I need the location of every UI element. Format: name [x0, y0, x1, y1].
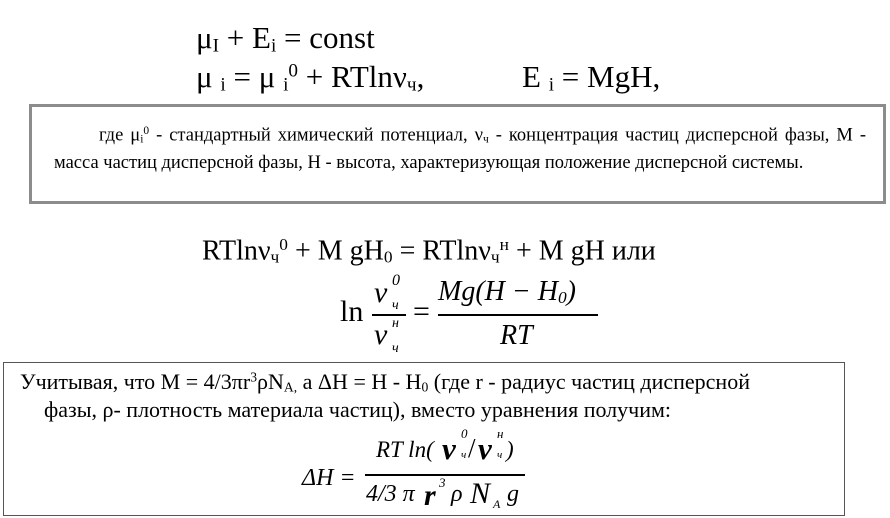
paren-close: ): [506, 437, 514, 462]
nu-den-sup: н: [392, 316, 399, 331]
dh-numerator: RT ln(: [376, 437, 434, 462]
radius-r-sup: 3: [439, 475, 446, 490]
equation-potential-const: μI + Ei = const: [196, 20, 375, 57]
gravity-g: g: [507, 481, 519, 507]
avogadro-sub: A: [493, 497, 501, 511]
nu-denominator: ν: [374, 318, 388, 351]
rho: ρ: [451, 481, 463, 507]
equation-energy: E i = MgH,: [522, 59, 661, 96]
nu-1: ν: [442, 431, 456, 466]
equation-equilibrium: RTlnνч$^0$ + M gH0 = RTlnνч$^н$ + M gH или: [202, 235, 656, 267]
delta-h-label: ΔH =: [302, 465, 356, 491]
nu-numerator: ν: [374, 276, 388, 309]
substitution-box: [3, 362, 845, 516]
rhs-numerator: Mg(H − H0): [438, 276, 576, 308]
nu-2: ν: [478, 431, 492, 466]
equals-sign: =: [413, 295, 430, 328]
equation-chemical-potential: μ i = μ $i^0 + RTln\nu ч$,: [196, 59, 425, 96]
ln-label: ln: [340, 295, 364, 328]
substitution-text-line2: фазы, ρ- плотность материала частиц), вместо уравнения получим:: [44, 397, 672, 422]
nu-2-sup: н: [497, 426, 504, 441]
nu-1-sup: 0: [461, 426, 468, 441]
fraction-bar-left: [372, 314, 406, 316]
nu-num-sub: ч: [392, 298, 399, 313]
slash: /: [468, 433, 476, 463]
substitution-text-line1: Учитывая, что $М = 4/3\pi r^3\rho NA$, а ΔН = Н - Н0 (где r - радиус частиц дисперсной: [20, 369, 750, 395]
nu-den-sub: ч: [392, 341, 399, 356]
nu-num-sup: 0: [392, 272, 400, 289]
radius-r: r: [424, 479, 436, 512]
definitions-box: [29, 104, 886, 204]
fraction-bar-right: [438, 314, 598, 316]
nu-2-sub: ч: [497, 449, 503, 461]
rhs-denominator: RT: [500, 320, 533, 351]
definitions-text: где $\mu i^0$ - стандартный химический потенциал, νч - концентрация частиц дисперсной фазы, М - масса частиц дисперсной фазы, Н - высота, характеризующая положение дисперсной системы.: [54, 125, 866, 174]
nu-1-sub: ч: [461, 449, 467, 461]
avogadro-n: N: [470, 477, 491, 510]
dh-denominator: 4/3 π: [366, 481, 415, 507]
